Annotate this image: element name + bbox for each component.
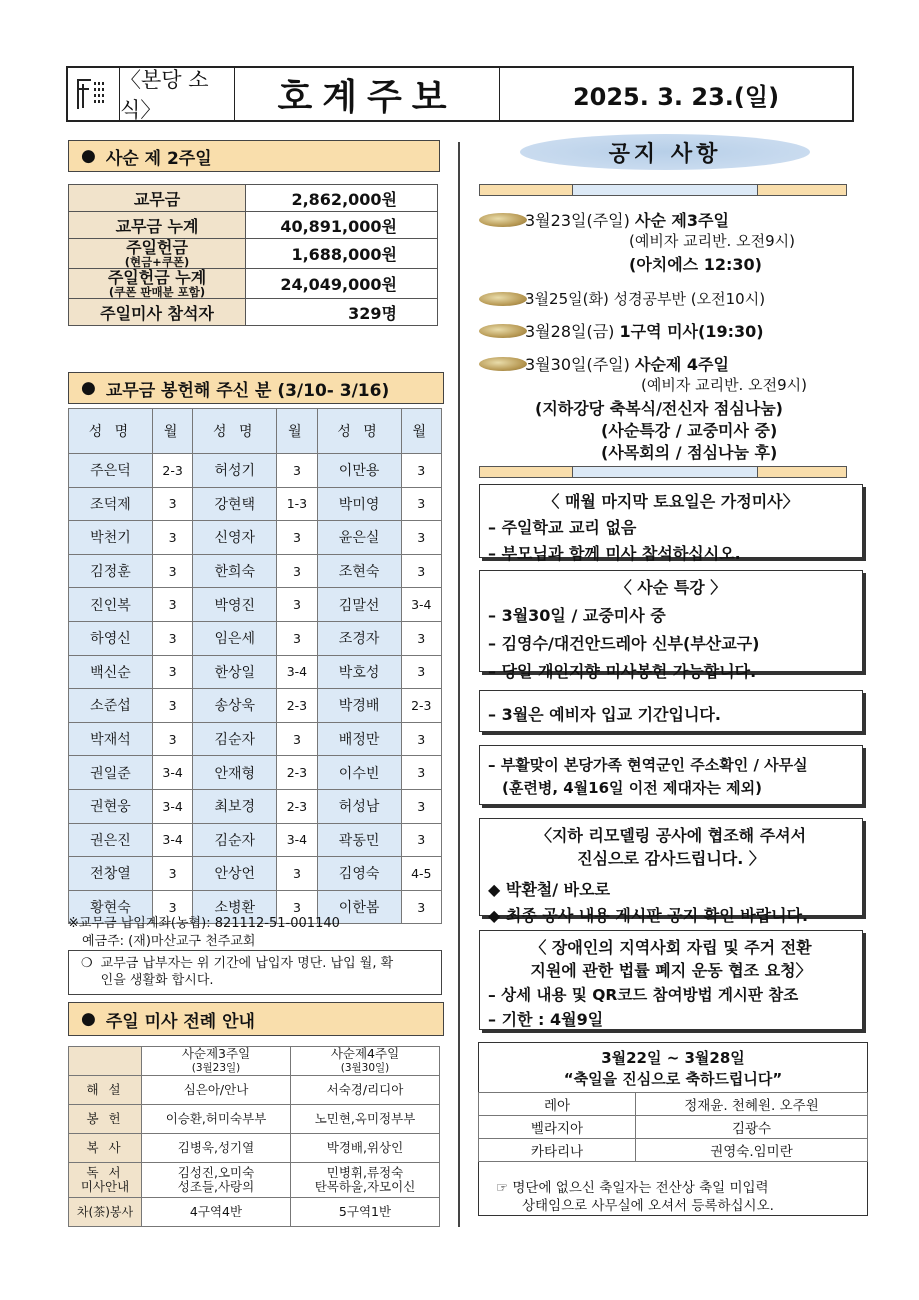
donor-month: 3-4 [152,756,192,790]
donor-name: 전창열 [69,857,153,891]
table-row [69,722,442,756]
decorative-bar [479,184,847,196]
donor-month: 3 [152,621,192,655]
donor-name: 최보경 [193,789,277,823]
donor-name: 김말선 [317,588,401,622]
feast-note-line2: 상태임으로 사무실에 오셔서 등록하십시오. [522,1198,774,1214]
circle-bullet-icon: ❍ [81,956,93,971]
donor-month: 2-3 [277,689,317,723]
donor-name: 박영진 [193,588,277,622]
donor-month: 2-3 [152,454,192,488]
donor-month: 3-4 [401,588,441,622]
donor-name: 백신순 [69,655,153,689]
donor-name: 이수빈 [317,756,401,790]
donor-name: 권현웅 [69,789,153,823]
account-holder: 예금주: (재)마산교구 천주교회 [82,934,256,949]
donor-name: 하영신 [69,621,153,655]
donor-name: 이한봄 [317,890,401,924]
donor-month: 3 [277,554,317,588]
donor-name: 박호성 [317,655,401,689]
donor-month: 3 [401,722,441,756]
table-row [69,823,442,857]
masthead [66,66,854,122]
donor-month: 3 [152,521,192,555]
donor-name: 권은진 [69,823,153,857]
donor-month: 3-4 [152,789,192,823]
donor-month: 3 [401,823,441,857]
donor-month: 3 [152,689,192,723]
column-divider [458,142,460,1227]
donor-name: 배정만 [317,722,401,756]
donor-name: 한희숙 [193,554,277,588]
donor-month: 3 [277,588,317,622]
donor-month: 3-4 [152,823,192,857]
table-row [69,588,442,622]
donor-name: 주은덕 [69,454,153,488]
table-header-row: 사순제3주일 (3월23일) 사순제4주일 (3월30일) [69,1047,440,1076]
donor-month: 3 [277,454,317,488]
donors-bar: ● 교무금 봉헌해 주신 분 (3/10- 3/16) [68,372,444,404]
donor-name: 조덕제 [69,487,153,521]
donor-month: 2-3 [277,789,317,823]
donor-month: 3 [401,621,441,655]
soldier-address-box: – 부활맞이 본당가족 현역군인 주소확인 / 사무실 (훈련병, 4월16일 이전 제대자는 제외) [479,745,863,805]
donor-month: 2-3 [401,689,441,723]
donor-name: 김영숙 [317,857,401,891]
decorative-bar [479,466,847,478]
parish-logo [68,68,120,120]
feast-day-box: 3월22일 ~ 3월28일 “축일을 진심으로 축하드립니다” [478,1042,868,1216]
donor-name: 강현택 [193,487,277,521]
sunday-bar: ● 사순 제 2주일 [68,140,440,172]
notice-bullet-icon [479,324,527,338]
remodeling-thanks-box: 〈지하 리모델링 공사에 협조해 주셔서 진심으로 감사드립니다. 〉 ◆ 박환철/ 바오로 ◆ 최종 공사 내용 게시판 공지 확인 바랍니다. [479,818,863,916]
table-row: 주일미사 참석자 329명 [69,299,438,326]
bulletin-title: 호계주보 [235,68,500,120]
donor-month: 3 [277,890,317,924]
notice-bullet-icon [479,213,527,227]
donor-month: 4-5 [401,857,441,891]
cross-logo-icon [74,74,114,114]
donor-name: 박재석 [69,722,153,756]
column-header: 성 명 [69,409,153,454]
table-row: 벨라지아 김광수 [479,1116,868,1139]
donor-month: 3 [401,789,441,823]
donor-name: 박미영 [317,487,401,521]
table-row [69,857,442,891]
donor-month: 3 [152,890,192,924]
donor-month: 3-4 [277,655,317,689]
donor-month: 3 [277,621,317,655]
donor-name: 임은세 [193,621,277,655]
table-row: 독 서 미사안내 김성진,오미숙 성조들,사랑의 민병휘,류정숙 탄목하울,자모이신 [69,1163,440,1198]
table-row [69,487,442,521]
donor-month: 2-3 [277,756,317,790]
table-row: 차(茶)봉사 4구역4반 5구역1반 [69,1198,440,1227]
donor-name: 진인복 [69,588,153,622]
bullet-icon: ● [81,146,96,166]
table-row: 주일헌금 (현금+쿠폰) 1,688,000원 [69,239,438,269]
donor-name: 황현숙 [69,890,153,924]
donor-month: 3 [152,487,192,521]
donor-name: 송상욱 [193,689,277,723]
donor-name: 박천기 [69,521,153,555]
donor-name: 허성남 [317,789,401,823]
donor-name: 곽동민 [317,823,401,857]
table-row [69,554,442,588]
notice-bullet-icon [479,357,527,371]
bullet-icon: ● [81,1009,96,1029]
donor-name: 한상일 [193,655,277,689]
donor-month: 3 [277,722,317,756]
table-row [69,655,442,689]
donor-name: 소병환 [193,890,277,924]
donor-name: 안상언 [193,857,277,891]
disability-law-box: 〈 장애인의 지역사회 자립 및 주거 전환 지원에 관한 법률 폐지 운동 협조 요청〉 – 상세 내용 및 QR코드 참여방법 게시판 참조 – 기한 : 4월9일 [479,930,863,1030]
table-row: 해 설 심은아/안나 서숙경/리디아 [69,1076,440,1105]
donor-name: 김순자 [193,722,277,756]
donor-note: ❍ 교무금 납부자는 위 기간에 납입자 명단. 납입 월, 확인을 생활화 합시다. [68,950,442,995]
table-row: 복 사 김병욱,성기열 박경배,위상인 [69,1134,440,1163]
section-label: 〈본당 소식〉 [120,68,235,120]
notice-title: 공지 사항 [520,134,810,170]
table-row [69,454,442,488]
mass-guide-table [68,1046,440,1227]
donor-month: 3 [277,521,317,555]
column-header: 성 명 [193,409,277,454]
bullet-icon: ● [81,378,96,398]
donor-month: 3 [401,521,441,555]
donor-month: 3 [401,487,441,521]
donor-name: 소준섭 [69,689,153,723]
lent-lecture-box: 〈 사순 특강 〉 – 3월30일 / 교중미사 중 – 김영수/대건안드레아 신부(부산교구) – 당일 개인지향 미사봉헌 가능합니다. [479,570,863,672]
catechumen-box: – 3월은 예비자 입교 기간입니다. [479,690,863,732]
donor-month: 3 [152,655,192,689]
donor-month: 3 [401,655,441,689]
table-row: 레아 정재윤. 천혜원. 오주원 [479,1093,868,1116]
table-row: 주일헌금 누계 (쿠폰 판매분 포함) 24,049,000원 [69,269,438,299]
donor-month: 3 [152,554,192,588]
bulletin-date: 2025. 3. 23.(일) [572,82,780,111]
column-header: 성 명 [317,409,401,454]
table-row [69,789,442,823]
donor-month: 1-3 [277,487,317,521]
donor-name: 조경자 [317,621,401,655]
table-row: 교무금 누계 40,891,000원 [69,212,438,239]
family-mass-box: 〈 매월 마지막 토요일은 가정미사〉 – 주일학교 교리 없음 – 부모님과 함께 미사 참석하십시오. [479,484,863,558]
donor-name: 허성기 [193,454,277,488]
donor-name: 김순자 [193,823,277,857]
account-line: ※교무금 납입계좌(농협): 821112-51-001140 [68,916,340,931]
column-header: 월 [152,409,192,454]
feast-table [478,1092,868,1162]
donor-month: 3 [401,554,441,588]
donor-name: 안재형 [193,756,277,790]
donor-name: 조현숙 [317,554,401,588]
donor-month: 3 [152,588,192,622]
notice-bullet-icon [479,292,527,306]
donors-table [68,408,442,924]
donor-name: 권일준 [69,756,153,790]
donor-name: 박경배 [317,689,401,723]
table-row [69,521,442,555]
table-header-row [69,409,442,454]
donor-month: 3-4 [277,823,317,857]
mass-guide-bar: ● 주일 미사 전례 안내 [68,1002,444,1036]
donor-month: 3 [277,857,317,891]
column-header: 월 [277,409,317,454]
donor-name: 윤은실 [317,521,401,555]
donor-month: 3 [401,756,441,790]
table-row [69,621,442,655]
finance-table [68,184,438,326]
column-header: 월 [401,409,441,454]
donor-month: 3 [401,890,441,924]
donor-name: 김정훈 [69,554,153,588]
table-row: 교무금 2,862,000원 [69,185,438,212]
table-row: 봉 헌 이승환,허미숙부부 노민현,옥미정부부 [69,1105,440,1134]
donor-month: 3 [152,722,192,756]
donor-month: 3 [152,857,192,891]
table-row: 카타리나 권영숙.임미란 [479,1139,868,1162]
donor-name: 이만용 [317,454,401,488]
donor-month: 3 [401,454,441,488]
feast-note-line1: ☞ 명단에 없으신 축일자는 전산상 축일 미입력 [496,1180,769,1196]
table-row [69,689,442,723]
donor-name: 신영자 [193,521,277,555]
table-row [69,756,442,790]
